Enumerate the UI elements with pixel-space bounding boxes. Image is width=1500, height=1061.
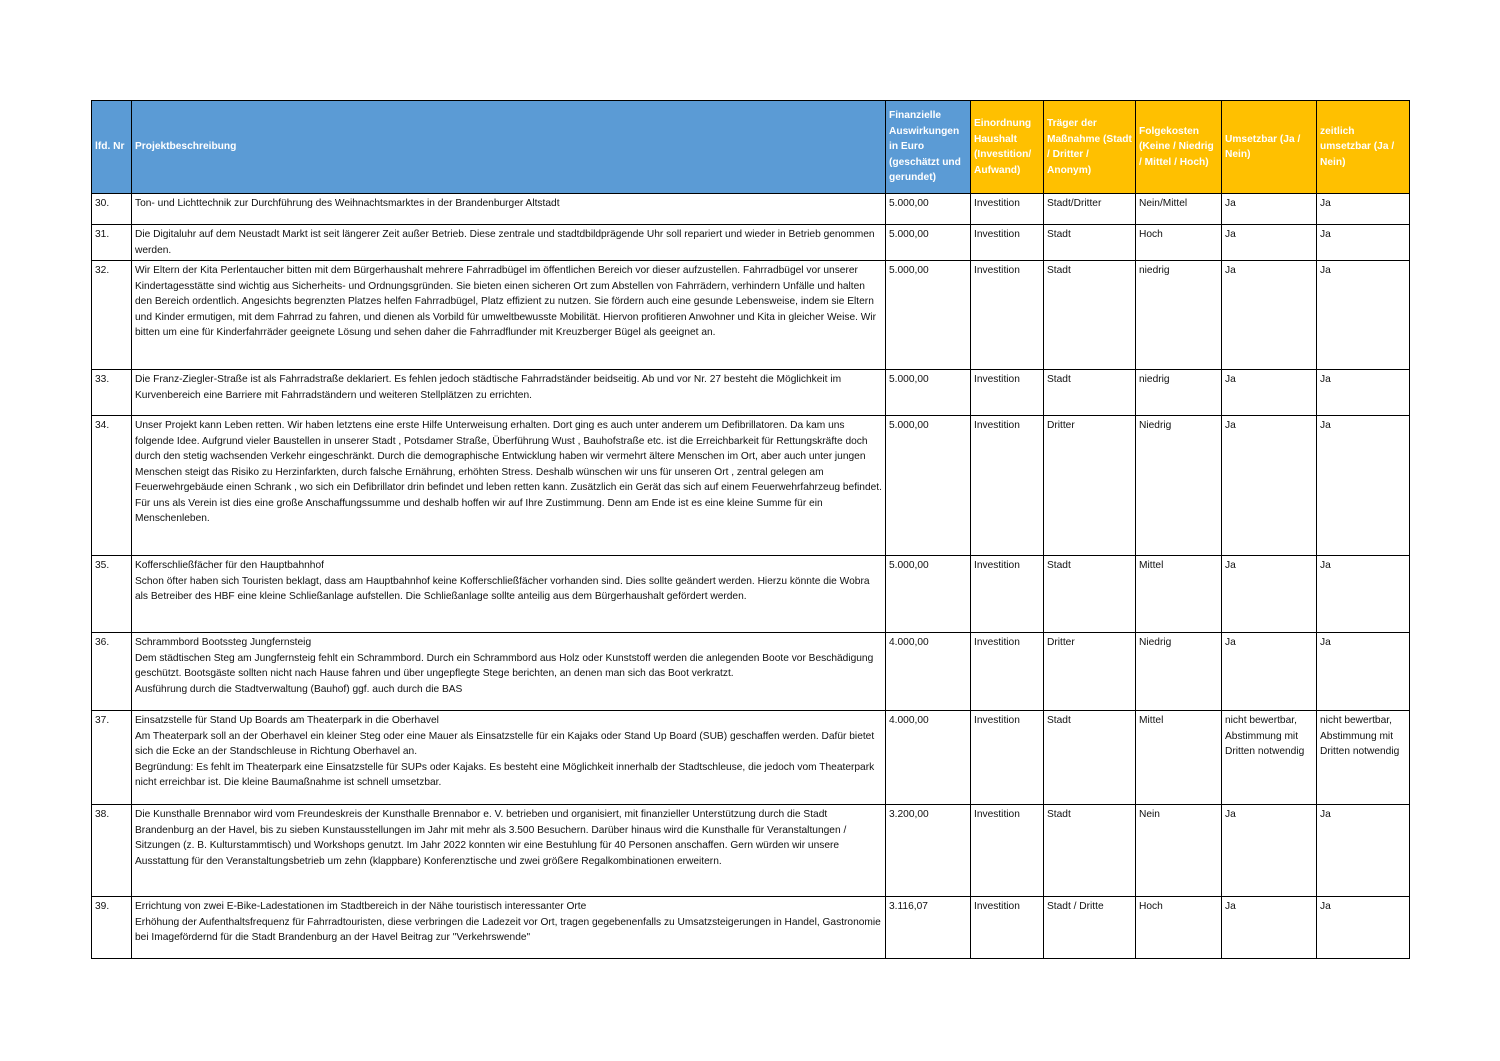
row-description [132,556,886,633]
row-timely: Ja [1317,897,1410,959]
row-carrier: Dritter [1044,633,1136,711]
row-timely: Ja [1317,261,1410,370]
row-cost: 5.000,00 [886,416,971,556]
description-line: Wir Eltern der Kita Perlentaucher bitten mit dem Bürgerhaushalt mehrere Fahrradbügel im öffentlichen Bereich vor dieser aufzustellen. Fahrradbügel vor unserer Kindertagesstätte sind wichtig aus Sicherheits- und Ordnungsgründen. Sie bieten einen sicheren Ort zum Abstellen von Fahrrädern, verhindern Unfälle und halten den Bereich ordentlich. Angesichts begrenzten Platzes helfen Fahrradbügel, Platz effizient zu nutzen. Sie fördern auch eine gesunde Lebensweise, indem sie Eltern und Kinder ermutigen, mit dem Fahrrad zu fahren, und dienen als Vorbild für umweltbewusste Mobilität. Hiervon profitieren Anwohner und Kita in gleicher Weise. Wir bitten um eine für Kinderfahrräder geeignete Lösung und sehen daher die Fahrradflunder mit Kreuzberger Bügel als geeignet an. [135,265,877,338]
row-description [132,633,886,711]
row-number: 37. [92,711,132,805]
description-line: Die Franz-Ziegler-Straße ist als Fahrradstraße deklariert. Es fehlen jedoch städtische Fahrradständer beidseitig. Ab und vor Nr. 27 besteht die Möglichkeit im Kurvenbereich eine Barriere mit Fahrradständern und weiteren Stellplätzen zu errichten. [135,374,842,401]
row-timely: nicht bewertbar, Abstimmung mit Dritten notwendig [1317,711,1410,805]
row-feasible: Ja [1222,897,1317,959]
description-line: Erhöhung der Aufenthaltsfrequenz für Fahrradtouristen, diese verbringen die Ladezeit vor Ort, tragen gegebenenfalls zu Umsatzsteigerungen in Handel, Gastronomie bei Imagefördernd für die Stadt Brandenburg an der Havel Beitrag zur "Verkehrswende" [135,916,881,943]
row-description [132,194,886,225]
row-description [132,370,886,416]
description-line: Ausführung durch die Stadtverwaltung (Bauhof) ggf. auch durch die BAS [135,683,463,695]
row-description [132,261,886,370]
description-line: Unser Projekt kann Leben retten. Wir haben letztens eine erste Hilfe Unterweisung erhalten. Dort ging es auch unter anderem um Defibrillatoren. Da kam uns folgende Idee. Aufgrund vieler Baustellen in unserer Stadt , Potsdamer Straße, Überführung Wust , Bauhofstraße etc. ist die Erreichbarkeit für Rettungskräfte doch durch den stetig wachsenden Verkehr eingeschränkt. Durch die demographische Entwicklung haben wir vermehrt ältere Menschen im Ort, aber auch unter jungen Menschen steigt das Risiko zu Herzinfarkten, durch falsche Ernährung, erhöhten Stress. Deshalb wünschen wir uns für unseren Ort , zentral gelegen am Feuerwehrgebäude einen Schrank , wo sich ein Defibrillator drin befindet und leben retten kann. Zusätzlich ein Gerät das sich auf einem Feuerwehrfahrzeug befindet. Für uns als Verein ist dies eine große Anschaffungssumme und deshalb hoffen wir auf Ihre Zustimmung. Denn am Ende ist es eine kleine Summe für ein Menschenleben. [135,420,882,524]
row-budget: Investition [971,897,1044,959]
table-row [92,416,1410,556]
row-followup-costs: niedrig [1136,261,1222,370]
row-budget: Investition [971,194,1044,225]
row-feasible: Ja [1222,370,1317,416]
row-timely: Ja [1317,225,1410,261]
row-timely: Ja [1317,556,1410,633]
row-cost: 5.000,00 [886,194,971,225]
row-feasible: Ja [1222,416,1317,556]
row-followup-costs: Hoch [1136,897,1222,959]
description-line: Errichtung von zwei E-Bike-Ladestationen im Stadtbereich in der Nähe touristisch interessanter Orte [135,901,587,912]
description-line: Kofferschließfächer für den Hauptbahnhof [135,560,324,571]
header-nr: lfd. Nr [92,101,132,194]
description-line: Schon öfter haben sich Touristen beklagt, dass am Hauptbahnhof keine Kofferschließfächer vorhanden sind. Dies sollte geändert werden. Hierzu könnte die Wobra als Betreiber des HBF eine kleine Schließanlage aufstellen. Die Schließanlage sollte anteilig aus dem Bürgerhaushalt gefördert werden. [135,575,870,602]
description-line: Ton- und Lichttechnik zur Durchführung des Weihnachtsmarktes in der Brandenburger Altstadt [135,198,560,209]
description-line: Einsatzstelle für Stand Up Boards am Theaterpark in die Oberhavel [135,715,439,726]
row-feasible: Ja [1222,194,1317,225]
row-followup-costs: Mittel [1136,556,1222,633]
row-carrier: Stadt [1044,556,1136,633]
table-row [92,194,1410,225]
row-description [132,225,886,261]
description-line: Am Theaterpark soll an der Oberhavel ein kleiner Steg oder eine Mauer als Einsatzstelle für ein Kajaks oder Stand Up Board (SUB) geschaffen werden. Dafür bietet sich die Ecke an der Standschleuse in Richtung Oberhavel an. [135,730,875,757]
row-number: 34. [92,416,132,556]
description-line: Die Digitaluhr auf dem Neustadt Markt ist seit längerer Zeit außer Betrieb. Diese zentrale und stadtdbildprägende Uhr soll repariert und wieder in Betrieb genommen werden. [135,229,875,256]
row-budget: Investition [971,711,1044,805]
table-row [92,370,1410,416]
header-row [92,101,1410,194]
row-carrier: Stadt [1044,370,1136,416]
row-cost: 5.000,00 [886,261,971,370]
header-cost: Finanzielle Auswirkungen in Euro (geschätzt und gerundet) [886,101,971,194]
table-row [92,711,1410,805]
row-budget: Investition [971,370,1044,416]
row-timely: Ja [1317,194,1410,225]
row-carrier: Stadt / Dritte [1044,897,1136,959]
header-feasible: Umsetzbar (Ja / Nein) [1222,101,1317,194]
row-budget: Investition [971,416,1044,556]
row-carrier: Stadt [1044,261,1136,370]
row-feasible: Ja [1222,556,1317,633]
header-carrier: Träger der Maßnahme (Stadt / Dritter / Anonym) [1044,101,1136,194]
description-line: Schrammbord Bootssteg Jungfernsteig [135,637,312,648]
row-budget: Investition [971,261,1044,370]
table-row [92,556,1410,633]
row-budget: Investition [971,805,1044,897]
row-number: 35. [92,556,132,633]
row-number: 38. [92,805,132,897]
row-cost: 5.000,00 [886,225,971,261]
description-line: Begründung: Es fehlt im Theaterpark eine Einsatzstelle für SUPs oder Kajaks. Es besteht eine Möglichkeit innerhalb der Stadtschleuse, die jedoch vom Theaterpark nicht erreichbar ist. Die kleine Baumaßnahme ist schnell umsetzbar. [135,761,875,788]
row-carrier: Stadt [1044,805,1136,897]
row-cost: 3.116,07 [886,897,971,959]
header-description: Projektbeschreibung [132,101,886,194]
table-row [92,633,1410,711]
description-line: Dem städtischen Steg am Jungfernsteig fehlt ein Schrammbord. Durch ein Schrammbord aus Holz oder Kunststoff werden die anlegenden Boote vor Beschädigung geschützt. Bootsgäste sollten nicht nach Hause fahren und über ungepflegte Stege berichten, an denen man sich das Boot verkratzt. [135,652,874,679]
row-followup-costs: Nein [1136,805,1222,897]
row-cost: 4.000,00 [886,633,971,711]
row-budget: Investition [971,633,1044,711]
row-feasible: nicht bewertbar, Abstimmung mit Dritten notwendig [1222,711,1317,805]
table-row [92,225,1410,261]
header-timely: zeitlich umsetzbar (Ja / Nein) [1317,101,1410,194]
row-feasible: Ja [1222,805,1317,897]
row-description [132,416,886,556]
row-followup-costs: Niedrig [1136,416,1222,556]
row-feasible: Ja [1222,261,1317,370]
row-number: 30. [92,194,132,225]
row-carrier: Stadt/Dritter [1044,194,1136,225]
row-description [132,805,886,897]
row-budget: Investition [971,225,1044,261]
row-feasible: Ja [1222,225,1317,261]
project-table [91,100,1410,959]
header-followup-costs: Folgekosten (Keine / Niedrig / Mittel / Hoch) [1136,101,1222,194]
row-carrier: Stadt [1044,225,1136,261]
row-followup-costs: Nein/Mittel [1136,194,1222,225]
description-line: Die Kunsthalle Brennabor wird vom Freundeskreis der Kunsthalle Brennabor e. V. betrieben und organisiert, mit finanzieller Unterstützung durch die Stadt Brandenburg an der Havel, bis zu sieben Kunstausstellungen im Jahr mit mehr als 3.500 Besuchern. Darüber hinaus wird die Kunsthalle für Veranstaltungen / Sitzungen (z. B. Kulturstammtisch) und Workshops genutzt. Im Jahr 2022 konnten wir eine Bestuhlung für 40 Personen anschaffen. Gern würden wir unsere Ausstattung für den Veranstaltungsbetrieb um zehn (klappbare) Konferenztische und zwei größere Regalkombinationen erweitern. [135,809,847,867]
row-cost: 5.000,00 [886,370,971,416]
row-description [132,711,886,805]
row-followup-costs: niedrig [1136,370,1222,416]
table-row [92,261,1410,370]
row-followup-costs: Niedrig [1136,633,1222,711]
table-row [92,805,1410,897]
row-number: 36. [92,633,132,711]
row-budget: Investition [971,556,1044,633]
row-timely: Ja [1317,416,1410,556]
row-cost: 3.200,00 [886,805,971,897]
row-followup-costs: Hoch [1136,225,1222,261]
row-followup-costs: Mittel [1136,711,1222,805]
table-row [92,897,1410,959]
row-cost: 4.000,00 [886,711,971,805]
row-feasible: Ja [1222,633,1317,711]
row-description [132,897,886,959]
header-budget: Einordnung Haushalt (Investition/ Aufwand) [971,101,1044,194]
row-number: 33. [92,370,132,416]
row-timely: Ja [1317,633,1410,711]
row-number: 39. [92,897,132,959]
row-carrier: Dritter [1044,416,1136,556]
row-cost: 5.000,00 [886,556,971,633]
row-timely: Ja [1317,805,1410,897]
row-number: 32. [92,261,132,370]
row-carrier: Stadt [1044,711,1136,805]
row-number: 31. [92,225,132,261]
row-timely: Ja [1317,370,1410,416]
